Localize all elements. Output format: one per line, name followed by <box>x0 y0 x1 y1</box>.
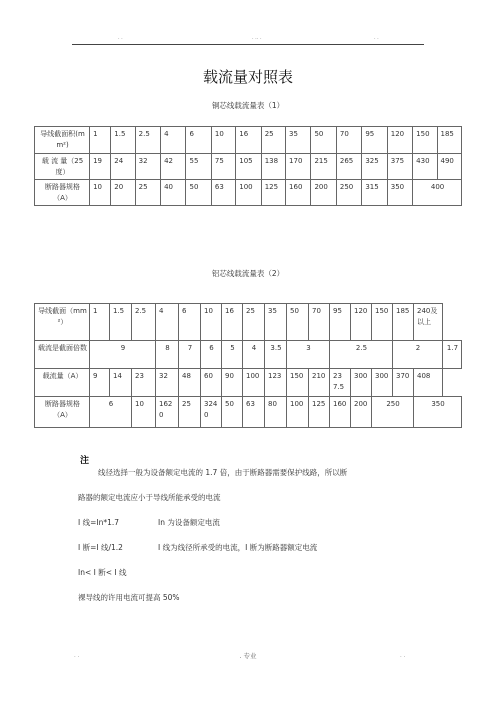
row-label: 载流量（A） <box>35 369 90 397</box>
header-right-dots: . . <box>374 35 379 41</box>
table-cell: 25 <box>135 180 160 206</box>
table-cell: 210 <box>309 369 330 397</box>
row-label: 断路器规格（A） <box>35 180 90 206</box>
table-cell: 125 <box>309 397 330 428</box>
table-row <box>35 180 462 206</box>
table-cell: 90 <box>222 369 243 397</box>
note-line-1: 线径选择一般为设备额定电流的 1.7 倍，由于断路器需要保护线路，所以断 <box>98 468 348 477</box>
table-cell: 63 <box>211 180 235 206</box>
table-cell: 350 <box>387 180 412 206</box>
table-cell: 23 <box>132 369 156 397</box>
table-cell: 35 <box>286 127 311 154</box>
table-row <box>35 127 462 154</box>
table-cell: 50 <box>311 127 336 154</box>
table-row <box>35 154 462 180</box>
table-cell: 19 <box>90 154 111 180</box>
note-line-2: 路器的额定电流应小于导线所能承受的电流 <box>78 493 221 502</box>
footer-left-dots: . . <box>74 653 80 659</box>
table-row <box>35 341 462 369</box>
note-formula-2-desc: I 线为线径所承受的电流，I 断为断路器额定电流 <box>158 543 318 552</box>
row-label: 断路器规格（A） <box>35 397 90 428</box>
table-cell: 48 <box>179 369 201 397</box>
table-cell: 60 <box>201 369 222 397</box>
table-cell: 430 <box>413 154 437 180</box>
notes-heading: 注 <box>80 456 90 466</box>
table-cell: 95 <box>330 304 351 341</box>
note-formula-1-desc: In 为设备额定电流 <box>158 518 220 527</box>
table-cell: 9 <box>90 369 110 397</box>
row-label: 导线截面（mm²） <box>35 304 90 341</box>
header-rule <box>72 44 424 45</box>
table-cell: 32 <box>135 154 160 180</box>
footer-label: . 专业 <box>239 652 257 660</box>
table-row <box>35 369 462 397</box>
table-cell: 138 <box>261 154 285 180</box>
note-formula-2: I 断=I 线/1.2 <box>78 543 123 552</box>
table-cell: 160 <box>330 397 351 428</box>
table-cell: 315 <box>362 180 387 206</box>
table-cell: 32 <box>156 369 179 397</box>
table-cell: 50 <box>222 397 243 428</box>
table-cell: 200 <box>311 180 336 206</box>
table-cell: 1.7 <box>443 341 462 369</box>
footer-right-dots: . . <box>400 653 406 659</box>
table-cell: 6 <box>186 127 211 154</box>
table-cell: 150 <box>413 127 437 154</box>
table-cell: 50 <box>287 304 309 341</box>
table-cell: 100 <box>243 369 265 397</box>
table-cell: 35 <box>265 304 287 341</box>
table-cell: 1 <box>90 127 111 154</box>
header-center-dots: . .. . <box>252 35 262 41</box>
table-cell: 325 <box>362 154 387 180</box>
table-cell: 185 <box>393 304 414 341</box>
table-cell: 10 <box>211 127 235 154</box>
table-cell: 63 <box>243 397 265 428</box>
page-title: 载流量对照表 <box>202 68 293 86</box>
table-cell: 200 <box>351 397 372 428</box>
table-cell: 2.5 <box>135 127 160 154</box>
table-cell: 400 <box>413 180 462 206</box>
table-cell: 55 <box>186 154 211 180</box>
note-formula-1: I 线=In*1.7 <box>78 518 120 527</box>
table-cell: 3240 <box>201 397 222 428</box>
table-row <box>35 397 462 428</box>
table-cell: 150 <box>287 369 309 397</box>
table-cell: 300 <box>351 369 372 397</box>
table-cell: 1 <box>90 304 110 341</box>
table-cell: 2 <box>393 341 443 369</box>
table-cell: 4 <box>156 304 179 341</box>
table-cell: 237.5 <box>330 369 351 397</box>
table-cell: 10 <box>90 180 111 206</box>
table-cell: 2.5 <box>132 304 156 341</box>
table-cell: 42 <box>161 154 186 180</box>
table-cell: 370 <box>393 369 414 397</box>
table-cell: 10 <box>132 397 156 428</box>
table-cell: 350 <box>414 397 462 428</box>
table-cell: 250 <box>372 397 414 428</box>
table-cell: 120 <box>387 127 412 154</box>
table-cell: 40 <box>161 180 186 206</box>
table-cell: 4 <box>243 341 265 369</box>
table-cell: 8 <box>156 341 179 369</box>
table-cell: 95 <box>362 127 387 154</box>
table-cell: 2.5 <box>330 341 393 369</box>
table-cell: 375 <box>387 154 412 180</box>
table-cell: 14 <box>110 369 132 397</box>
table-cell: 9 <box>90 341 156 369</box>
table-cell: 250 <box>336 180 361 206</box>
aluminum-wire-table <box>34 303 462 428</box>
table-cell: 70 <box>309 304 330 341</box>
row-label: 导线截面积(mm²) <box>35 127 90 154</box>
table-cell: 100 <box>236 180 261 206</box>
table-cell: 16 <box>236 127 261 154</box>
table-cell: 240及以上 <box>414 304 443 341</box>
table-cell: 25 <box>261 127 285 154</box>
table-cell: 185 <box>437 127 461 154</box>
table-cell: 16 <box>222 304 243 341</box>
table-row <box>35 304 462 341</box>
table2-caption: 铝芯线载流量表（2） <box>211 269 285 278</box>
table-cell: 300 <box>372 369 393 397</box>
table-cell: 120 <box>351 304 372 341</box>
header-left-dots: . . <box>118 35 123 41</box>
table-cell: 150 <box>372 304 393 341</box>
row-label: 载流是截面倍数 <box>35 341 90 369</box>
table-cell: 4 <box>161 127 186 154</box>
table-cell: 170 <box>286 154 311 180</box>
table-cell: 408 <box>414 369 443 397</box>
copper-wire-table <box>34 126 462 206</box>
table-cell: 123 <box>265 369 287 397</box>
table-cell: 1.5 <box>111 127 135 154</box>
row-label: 载 流 量（25度） <box>35 154 90 180</box>
table-cell: 265 <box>336 154 361 180</box>
table-cell: 20 <box>111 180 135 206</box>
table-cell: 1620 <box>156 397 179 428</box>
table-cell: 6 <box>179 304 201 341</box>
table-cell: 75 <box>211 154 235 180</box>
table-cell: 1.5 <box>110 304 132 341</box>
table-cell: 3.5 <box>265 341 287 369</box>
table-cell: 80 <box>265 397 287 428</box>
note-bare-wire: 裸导线的许用电流可提高 50% <box>78 593 180 602</box>
table-cell: 3 <box>287 341 330 369</box>
table-cell: 490 <box>437 154 461 180</box>
table-cell: 7 <box>179 341 201 369</box>
table-cell: 125 <box>261 180 285 206</box>
table1-caption: 铜芯线载流量表（1） <box>211 101 285 110</box>
table-cell: 25 <box>243 304 265 341</box>
note-inequality: In< I 断< I 线 <box>78 568 127 577</box>
table-cell: 5 <box>222 341 243 369</box>
table-cell: 105 <box>236 154 261 180</box>
table-cell: 70 <box>336 127 361 154</box>
table-cell: 24 <box>111 154 135 180</box>
table-cell: 6 <box>201 341 222 369</box>
table-cell: 25 <box>179 397 201 428</box>
table-cell: 50 <box>186 180 211 206</box>
table-cell: 100 <box>287 397 309 428</box>
table-cell: 6 <box>90 397 132 428</box>
table-cell: 160 <box>286 180 311 206</box>
table-cell: 215 <box>311 154 336 180</box>
table-cell: 10 <box>201 304 222 341</box>
